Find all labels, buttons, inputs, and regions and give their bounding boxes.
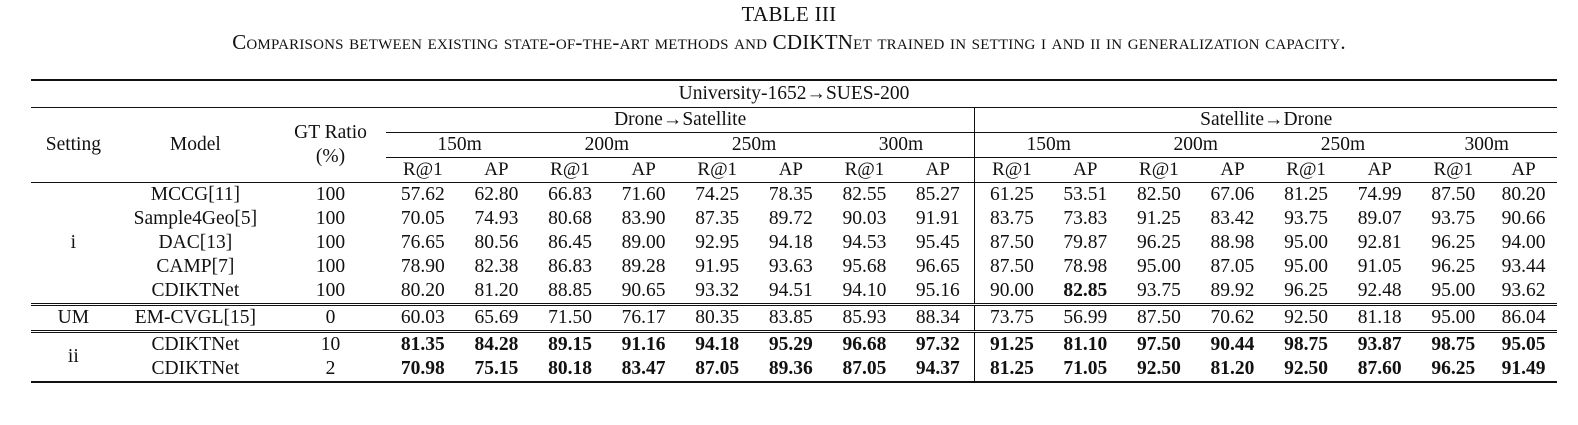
value-cell: 88.85 <box>548 280 592 301</box>
value-cell: 96.25 <box>1136 232 1181 253</box>
value-cell: 95.29 <box>754 332 828 358</box>
value-cell: 71.05 <box>1048 357 1122 382</box>
value-cell: 95.00 <box>1417 305 1491 332</box>
ap-header: AP <box>1073 159 1098 180</box>
value-cell: 92.50 <box>1269 357 1343 382</box>
r1-header: R@1 <box>1286 159 1326 180</box>
value-cell: 95.16 <box>915 280 960 301</box>
model-cell: CDIKTNet <box>116 332 275 358</box>
table-row <box>31 183 1557 208</box>
value-cell: 74.25 <box>680 183 754 208</box>
gt-ratio-cell: 0 <box>275 305 386 332</box>
height-header: 200m <box>533 133 680 158</box>
value-cell: 93.87 <box>1343 332 1417 358</box>
value-cell: 65.69 <box>460 305 534 332</box>
value-cell: 94.51 <box>768 280 813 301</box>
value-cell: 70.62 <box>1196 305 1270 332</box>
value-cell: 93.75 <box>1431 208 1476 229</box>
setting-cell: ii <box>31 332 116 383</box>
value-cell: 86.45 <box>548 232 592 253</box>
ap-header: AP <box>925 159 950 180</box>
ap-header: AP <box>1367 159 1392 180</box>
table-row <box>31 231 1557 255</box>
model-cell: EM-CVGL[15] <box>116 305 275 332</box>
value-cell: 53.51 <box>1048 183 1122 208</box>
model-cell: MCCG[11] <box>116 183 275 208</box>
value-cell: 90.65 <box>621 280 666 301</box>
value-cell: 78.90 <box>400 256 445 277</box>
value-cell: 57.62 <box>386 183 460 208</box>
results-table <box>31 79 1557 383</box>
value-cell: 95.00 <box>1136 256 1181 277</box>
value-cell: 81.10 <box>1048 332 1122 358</box>
value-cell: 89.00 <box>621 232 666 253</box>
value-cell: 91.95 <box>695 256 740 277</box>
value-cell: 79.87 <box>1063 232 1108 253</box>
value-cell: 80.56 <box>474 232 519 253</box>
value-cell: 89.92 <box>1210 280 1255 301</box>
table-row <box>31 305 1557 332</box>
satellite-to-drone-header: Satellite→Drone <box>975 108 1557 133</box>
value-cell: 96.25 <box>1417 357 1491 382</box>
value-cell: 94.53 <box>842 232 887 253</box>
model-cell: CDIKTNet <box>151 280 240 301</box>
model-cell: CAMP[7] <box>156 256 235 277</box>
table-row <box>31 332 1557 358</box>
value-cell: 82.50 <box>1122 183 1196 208</box>
value-cell: 75.15 <box>460 357 534 382</box>
r1-header: R@1 <box>844 159 885 180</box>
value-cell: 96.25 <box>1431 256 1476 277</box>
value-cell: 76.65 <box>400 232 445 253</box>
ap-header: AP <box>1220 159 1245 180</box>
value-cell: 87.60 <box>1343 357 1417 382</box>
model-cell: CDIKTNet <box>116 357 275 382</box>
height-header: 300m <box>1417 133 1557 158</box>
value-cell: 86.04 <box>1490 305 1557 332</box>
table-row <box>31 255 1557 279</box>
value-cell: 95.05 <box>1490 332 1557 358</box>
value-cell: 83.42 <box>1210 208 1255 229</box>
gt-ratio-label: GT Ratio <box>294 122 367 143</box>
gt-ratio-cell: 2 <box>275 357 386 382</box>
value-cell: 74.93 <box>474 208 519 229</box>
value-cell: 93.75 <box>1136 280 1181 301</box>
value-cell: 95.00 <box>1284 232 1329 253</box>
value-cell: 91.16 <box>607 332 681 358</box>
value-cell: 82.55 <box>828 183 902 208</box>
ap-header: AP <box>484 159 509 180</box>
value-cell: 81.18 <box>1343 305 1417 332</box>
value-cell: 91.25 <box>975 332 1049 358</box>
value-cell: 66.83 <box>533 183 607 208</box>
value-cell: 97.32 <box>901 332 975 358</box>
value-cell: 80.20 <box>1490 183 1557 208</box>
value-cell: 82.85 <box>1063 280 1108 301</box>
value-cell: 90.44 <box>1196 332 1270 358</box>
setting-cell: UM <box>31 305 116 332</box>
height-header: 150m <box>386 133 533 158</box>
value-cell: 98.75 <box>1417 332 1491 358</box>
value-cell: 73.83 <box>1063 208 1108 229</box>
value-cell: 88.98 <box>1210 232 1255 253</box>
r1-header: R@1 <box>1139 159 1179 180</box>
value-cell: 92.50 <box>1122 357 1196 382</box>
gt-ratio-unit: (%) <box>315 146 346 167</box>
value-cell: 94.18 <box>680 332 754 358</box>
value-cell: 73.75 <box>975 305 1049 332</box>
value-cell: 67.06 <box>1196 183 1270 208</box>
value-cell: 87.05 <box>828 357 902 382</box>
value-cell: 94.18 <box>768 232 813 253</box>
r1-header: R@1 <box>402 159 443 180</box>
value-cell: 88.34 <box>901 305 975 332</box>
value-cell: 71.50 <box>533 305 607 332</box>
value-cell: 92.95 <box>695 232 740 253</box>
model-cell: DAC[13] <box>158 232 233 253</box>
drone-to-satellite-header: Drone→Satellite <box>386 108 975 133</box>
value-cell: 93.62 <box>1501 280 1546 301</box>
value-cell: 81.35 <box>386 332 460 358</box>
ap-header: AP <box>1511 159 1536 180</box>
table-row <box>31 207 1557 231</box>
value-cell: 81.20 <box>474 280 519 301</box>
value-cell: 74.99 <box>1343 183 1417 208</box>
ap-header: AP <box>631 159 656 180</box>
setting-cell: i <box>31 183 116 305</box>
r1-header: R@1 <box>1433 159 1474 180</box>
value-cell: 60.03 <box>386 305 460 332</box>
gt-ratio-cell: 100 <box>315 208 346 229</box>
value-cell: 91.49 <box>1490 357 1557 382</box>
value-cell: 96.25 <box>1431 232 1476 253</box>
value-cell: 84.28 <box>460 332 534 358</box>
value-cell: 98.75 <box>1269 332 1343 358</box>
value-cell: 81.25 <box>1269 183 1343 208</box>
setting-header: Setting <box>31 108 116 183</box>
height-header: 250m <box>1269 133 1416 158</box>
value-cell: 95.00 <box>1284 256 1329 277</box>
r1-header: R@1 <box>975 158 1049 183</box>
value-cell: 96.65 <box>915 256 960 277</box>
table-row <box>31 279 1557 305</box>
gt-ratio-cell: 100 <box>315 232 346 253</box>
value-cell: 85.93 <box>828 305 902 332</box>
value-cell: 95.68 <box>842 256 887 277</box>
value-cell: 95.00 <box>1431 280 1476 301</box>
gt-ratio-cell: 100 <box>315 256 346 277</box>
dataset-header: University-1652→SUES-200 <box>31 80 1557 108</box>
value-cell: 81.25 <box>975 357 1049 382</box>
value-cell: 80.35 <box>680 305 754 332</box>
value-cell: 87.05 <box>680 357 754 382</box>
table-row <box>31 357 1557 382</box>
value-cell: 56.99 <box>1048 305 1122 332</box>
height-header: 250m <box>680 133 827 158</box>
value-cell: 83.90 <box>621 208 666 229</box>
value-cell: 71.60 <box>607 183 681 208</box>
value-cell: 78.98 <box>1063 256 1108 277</box>
value-cell: 62.80 <box>460 183 534 208</box>
value-cell: 96.25 <box>1284 280 1329 301</box>
value-cell: 91.91 <box>915 208 960 229</box>
r1-header: R@1 <box>550 159 590 180</box>
value-cell: 81.20 <box>1196 357 1270 382</box>
table-number: TABLE III <box>741 2 837 26</box>
value-cell: 70.98 <box>386 357 460 382</box>
value-cell: 87.05 <box>1210 256 1255 277</box>
value-cell: 93.75 <box>1284 208 1329 229</box>
value-cell: 95.45 <box>915 232 960 253</box>
value-cell: 91.05 <box>1357 256 1402 277</box>
gt-ratio-cell: 100 <box>275 183 386 208</box>
table-caption: Comparisons between existing state-of-the-art methods and CDIKTNet trained in setting i and ii in generalization capacity. <box>232 30 1346 54</box>
value-cell: 89.72 <box>768 208 813 229</box>
height-header: 150m <box>975 133 1122 158</box>
value-cell: 83.85 <box>754 305 828 332</box>
value-cell: 89.36 <box>754 357 828 382</box>
value-cell: 92.81 <box>1357 232 1402 253</box>
value-cell: 80.68 <box>548 208 592 229</box>
value-cell: 83.47 <box>607 357 681 382</box>
table-body <box>31 183 1557 383</box>
value-cell: 61.25 <box>975 183 1049 208</box>
gt-ratio-header <box>275 108 386 183</box>
ap-header: AP <box>778 159 803 180</box>
value-cell: 80.20 <box>400 280 445 301</box>
value-cell: 70.05 <box>400 208 445 229</box>
value-cell: 93.32 <box>695 280 740 301</box>
value-cell: 89.07 <box>1357 208 1402 229</box>
model-header: Model <box>116 108 275 183</box>
height-header: 200m <box>1122 133 1269 158</box>
value-cell: 85.27 <box>901 183 975 208</box>
value-cell: 92.48 <box>1357 280 1402 301</box>
value-cell: 97.50 <box>1122 332 1196 358</box>
value-cell: 82.38 <box>474 256 519 277</box>
model-cell: Sample4Geo[5] <box>133 208 258 229</box>
value-cell: 91.25 <box>1136 208 1181 229</box>
value-cell: 87.50 <box>975 255 1049 279</box>
value-cell: 93.63 <box>768 256 813 277</box>
value-cell: 87.50 <box>975 231 1049 255</box>
value-cell: 92.50 <box>1269 305 1343 332</box>
gt-ratio-cell: 10 <box>275 332 386 358</box>
height-header: 300m <box>828 133 975 158</box>
value-cell: 76.17 <box>607 305 681 332</box>
value-cell: 90.00 <box>975 279 1049 305</box>
value-cell: 87.35 <box>695 208 740 229</box>
value-cell: 89.15 <box>533 332 607 358</box>
value-cell: 90.66 <box>1501 208 1546 229</box>
r1-header: R@1 <box>697 159 738 180</box>
value-cell: 89.28 <box>621 256 666 277</box>
value-cell: 87.50 <box>1417 183 1491 208</box>
value-cell: 83.75 <box>975 207 1049 231</box>
value-cell: 94.10 <box>842 280 887 301</box>
value-cell: 80.18 <box>533 357 607 382</box>
value-cell: 94.37 <box>901 357 975 382</box>
value-cell: 78.35 <box>754 183 828 208</box>
value-cell: 87.50 <box>1122 305 1196 332</box>
value-cell: 96.68 <box>828 332 902 358</box>
value-cell: 90.03 <box>842 208 887 229</box>
value-cell: 93.44 <box>1501 256 1546 277</box>
value-cell: 94.00 <box>1501 232 1546 253</box>
gt-ratio-cell: 100 <box>315 280 346 301</box>
value-cell: 86.83 <box>548 256 592 277</box>
